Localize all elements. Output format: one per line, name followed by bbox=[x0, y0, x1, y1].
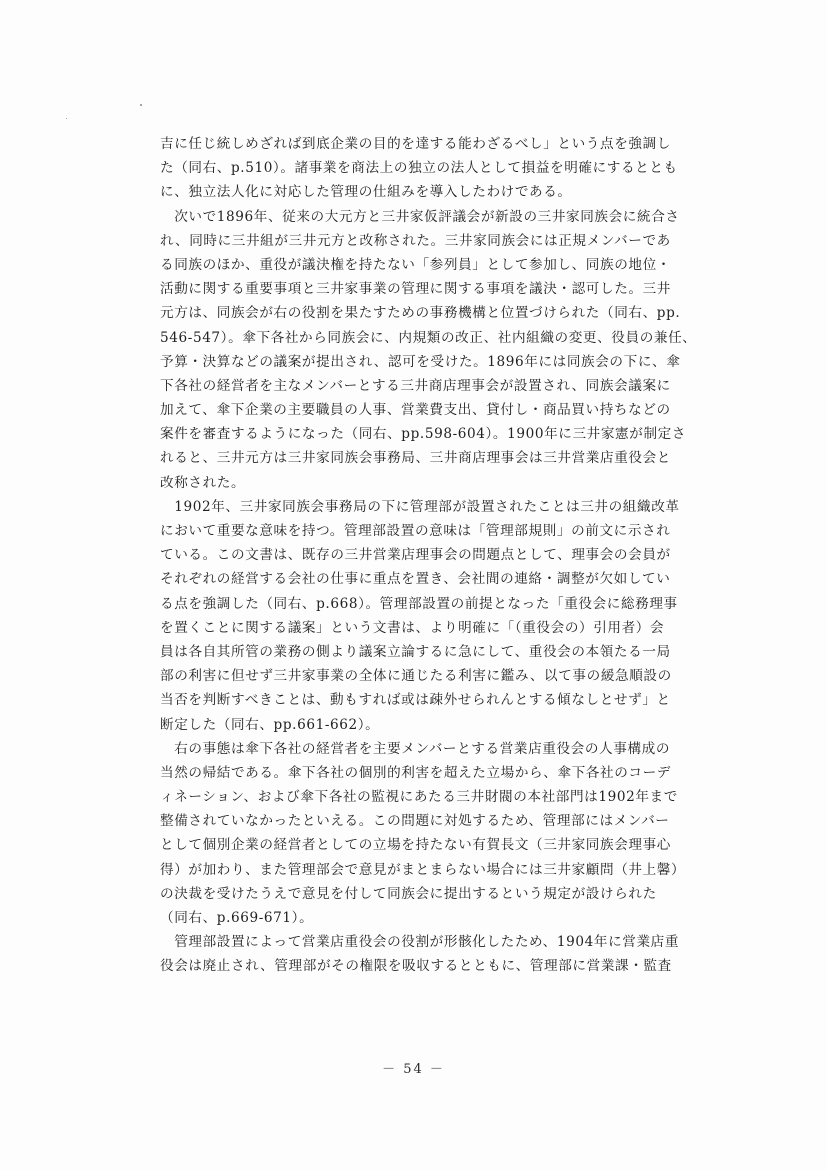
text-line: において重要な意味を持つ。管理部設置の意味は「管理部規則」の前文に示され bbox=[160, 523, 671, 539]
text-line: る点を強調した（同右、p.668）。管理部設置の前提となった「重役会に総務理事 bbox=[160, 595, 678, 612]
text-line: 得）が加わり、また管理部会で意見がまとまらない場合には三井家顧問（井上馨） bbox=[160, 861, 686, 878]
text-line: 加えて、傘下企業の主要職員の人事、営業費支出、貸付し・商品買い持ちなどの bbox=[160, 402, 671, 419]
text-line: 管理部設置によって営業店重役会の役割が形骸化したため、1904年に営業店重 bbox=[160, 934, 680, 951]
text-line: 546-547）。傘下各社から同族会に、内規類の改正、社内組織の変更、役員の兼任、 bbox=[160, 329, 697, 346]
text-line: として個別企業の経営者としての立場を持たない有賀長文（三井家同族会理事心 bbox=[160, 837, 671, 854]
text-line: れると、三井元方は三井家同族会事務局、三井商店理事会は三井営業店重役会と bbox=[160, 450, 671, 467]
text-line: それぞれの経営する会社の仕事に重点を置き、会社間の連絡・調整が欠如してい bbox=[160, 571, 671, 588]
text-line: ている。この文書は、既存の三井営業店理事会の問題点として、理事会の会員が bbox=[160, 547, 671, 564]
text-line: 右の事態は傘下各社の経営者を主要メンバーとする営業店重役会の人事構成の bbox=[160, 740, 671, 757]
text-line: に、独立法人化に対応した管理の仕組みを導入したわけである。 bbox=[160, 184, 572, 201]
text-line: 元方は、同族会が右の役割を果たすための事務機構と位置づけられた（同右、pp. bbox=[160, 305, 681, 322]
text-line: 整備されていなかったといえる。この問題に対処するため、管理部にはメンバー bbox=[160, 813, 670, 830]
text-line: 案件を審査するようになった（同右、pp.598-604）。1900年に三井家憲が制定さ bbox=[160, 426, 687, 443]
text-line: 下各社の経営者を主なメンバーとする三井商店理事会が設置され、同族会議案に bbox=[160, 377, 671, 394]
text-line: 改称された。 bbox=[160, 474, 246, 491]
scan-speck bbox=[66, 118, 67, 119]
text-line: 当然の帰結である。傘下各社の個別的利害を超えた立場から、傘下各社のコーデ bbox=[160, 764, 671, 781]
scan-speck bbox=[140, 104, 142, 106]
text-line: （同右、p.669-671）。 bbox=[160, 910, 314, 926]
text-line: 当否を判断すべきことは、動もすれば或は疎外せられんとする傾なしとせず」と bbox=[160, 692, 671, 709]
page-number: － 54 － bbox=[382, 1062, 445, 1077]
text-line: 断定した（同右、pp.661-662）。 bbox=[160, 716, 380, 733]
text-line: 1902年、三井家同族会事務局の下に管理部が設置されたことは三井の組織改革 bbox=[160, 498, 680, 515]
text-line: を置くことに関する議案」という文書は、より明確に「（重役会の）引用者）会 bbox=[160, 619, 665, 636]
text-line: 部の利害に但せず三井家事業の全体に通じたる利害に鑑み、以て事の緩急順設の bbox=[160, 668, 672, 685]
text-line: る同族のほか、重役が議決権を持たない「参列員」として参加し、同族の地位・ bbox=[160, 256, 671, 273]
text-line: 員は各自其所管の業務の側より議案立論するに急にして、重役会の本領たる一局 bbox=[160, 643, 671, 660]
text-line: れ、同時に三井組が三井元方と改称された。三井家同族会には正規メンバーであ bbox=[160, 232, 671, 249]
text-line: の決裁を受けたうえで意見を付して同族会に提出するという規定が設けられた bbox=[160, 885, 657, 902]
text-line: 予算・決算などの議案が提出され、認可を受けた。1896年には同族会の下に、傘 bbox=[160, 353, 681, 370]
text-line: 活動に関する重要事項と三井家事業の管理に関する事項を議決・認可した。三井 bbox=[160, 281, 671, 298]
text-line: 役会は廃止され、管理部がその権限を吸収するとともに、管理部に営業課・監査 bbox=[160, 958, 672, 975]
body-text bbox=[160, 132, 730, 979]
text-line: た（同右、p.510）。諸事業を商法上の独立の法人として損益を明確にするととも bbox=[160, 160, 678, 177]
text-line: ィネーション、および傘下各社の監視にあたる三井財閥の本社部門は1902年まで bbox=[160, 789, 678, 806]
text-line: 次いで1896年、従来の大元方と三井家仮評議会が新設の三井家同族会に統合さ bbox=[160, 208, 680, 225]
text-line: 吉に任じ統しめざれば到底企業の目的を達する能わざるべし」という点を強調し bbox=[160, 136, 671, 152]
